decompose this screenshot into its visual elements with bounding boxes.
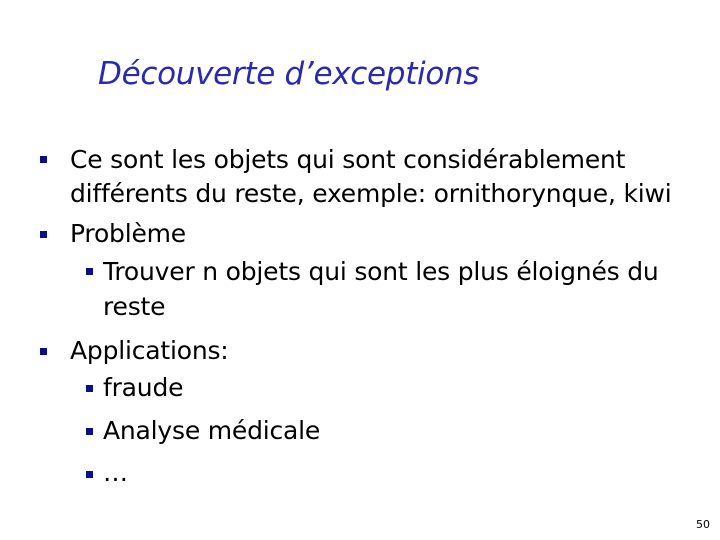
- bullet-text: Applications:: [70, 336, 229, 365]
- sub-bullet-text: Trouver n objets qui sont les plus éloignés du: [103, 257, 659, 286]
- sub-bullet-marker-icon: [86, 471, 93, 478]
- sub-bullet-text: Analyse médicale: [103, 416, 321, 445]
- bullet-marker-icon: [40, 231, 47, 238]
- slide-title: Découverte d’exceptions: [98, 56, 480, 92]
- sub-bullet-marker-icon: [86, 428, 93, 435]
- bullet-text: différents du reste, exemple: ornithorynque, kiwi: [70, 179, 672, 208]
- bullet-text: Ce sont les objets qui sont considérablement: [70, 145, 626, 174]
- sub-bullet-marker-icon: [86, 268, 93, 275]
- bullet-text: Problème: [70, 219, 186, 248]
- sub-bullet-marker-icon: [86, 385, 93, 392]
- sub-bullet-text: …: [103, 458, 128, 487]
- bullet-marker-icon: [40, 156, 47, 163]
- bullet-marker-icon: [40, 348, 47, 355]
- page-number: 50: [696, 518, 710, 531]
- sub-bullet-text: fraude: [103, 373, 184, 402]
- sub-bullet-text: reste: [103, 292, 166, 321]
